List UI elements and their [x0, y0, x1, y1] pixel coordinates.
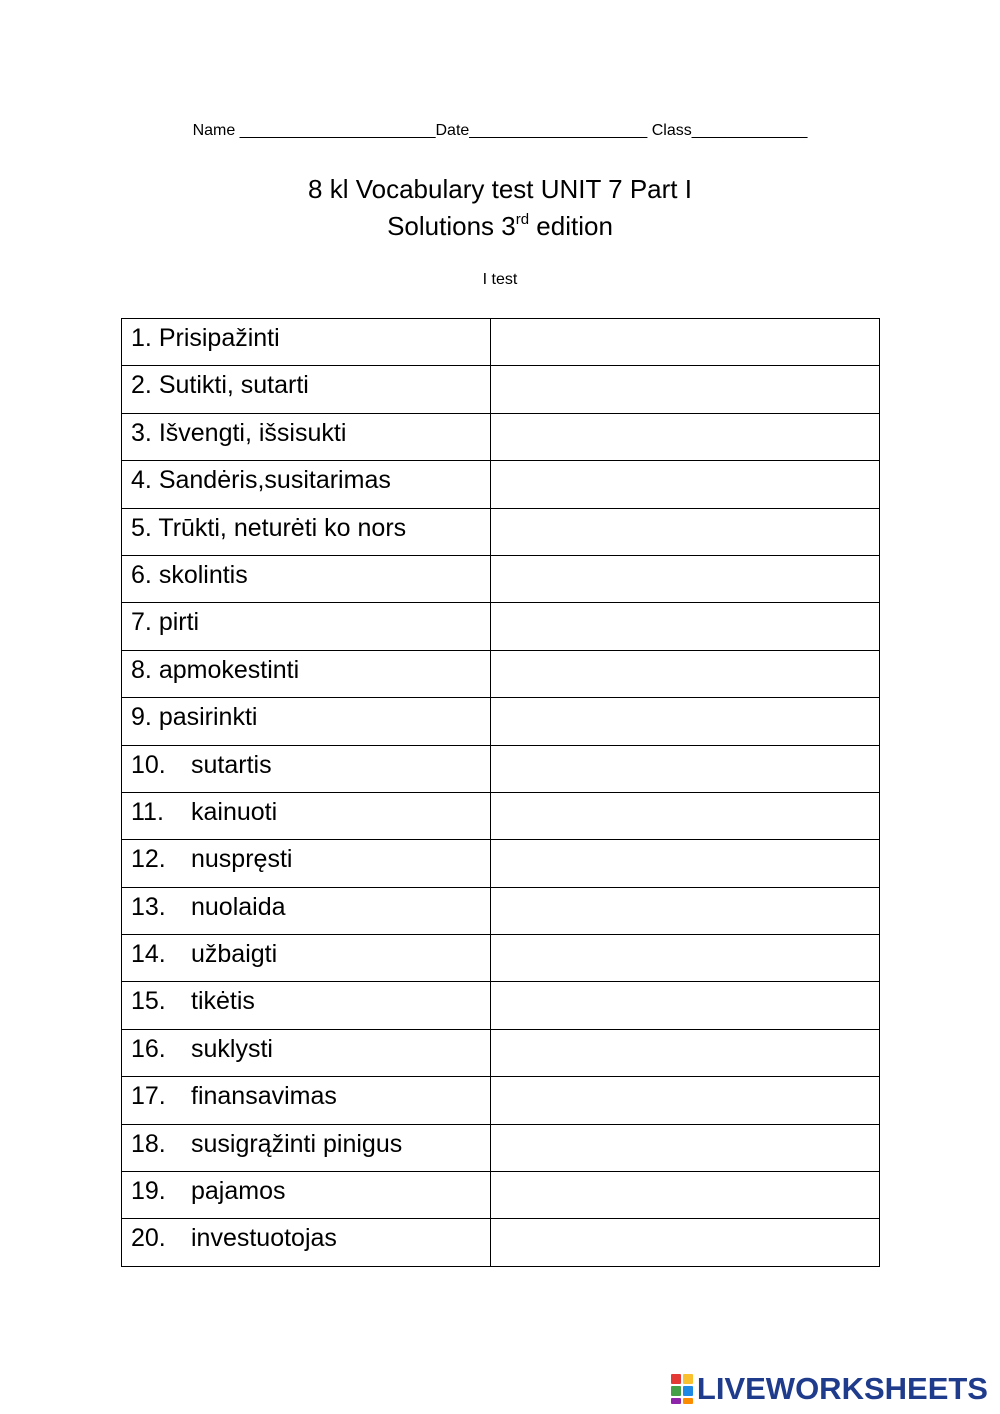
item-number: 17.	[131, 1082, 166, 1111]
answer-cell[interactable]	[491, 555, 880, 602]
item-term: pajamos	[191, 1177, 286, 1206]
test-title: 8 kl Vocabulary test UNIT 7 Part I	[308, 174, 692, 204]
brand-text: LIVEWORKSHEETS	[696, 1371, 988, 1406]
answer-cell[interactable]	[491, 461, 880, 508]
student-info-line	[0, 122, 1000, 140]
item-term: finansavimas	[191, 1082, 337, 1111]
answer-cell[interactable]	[491, 413, 880, 460]
answer-cell[interactable]	[491, 1172, 880, 1219]
term-cell	[122, 461, 491, 508]
term-cell	[122, 319, 491, 366]
item-term: nuspręsti	[191, 845, 293, 874]
edition-text: Solutions 3	[387, 211, 516, 241]
item-number: 8.	[131, 655, 152, 684]
term-cell	[122, 413, 491, 460]
item-term: investuotojas	[191, 1224, 337, 1253]
table-row	[122, 413, 880, 460]
table-row	[122, 650, 880, 697]
item-number: 11.	[131, 797, 164, 826]
name-label: Name	[192, 122, 236, 139]
answer-cell[interactable]	[491, 508, 880, 555]
item-term: apmokestinti	[158, 655, 300, 684]
term-cell	[122, 603, 491, 650]
table-row	[122, 1124, 880, 1171]
answer-cell[interactable]	[491, 650, 880, 697]
table-row	[122, 1029, 880, 1076]
term-cell	[122, 887, 491, 934]
term-cell	[122, 745, 491, 792]
table-row	[122, 366, 880, 413]
term-cell	[122, 1219, 491, 1266]
class-label: Class	[651, 122, 692, 139]
date-blank[interactable]: ____________________	[469, 122, 648, 139]
table-row	[122, 319, 880, 366]
item-term: skolintis	[158, 560, 248, 589]
item-term: suklysti	[191, 1034, 273, 1063]
table-row	[122, 461, 880, 508]
table-row	[122, 1077, 880, 1124]
item-number: 18.	[131, 1129, 166, 1158]
test-edition	[0, 211, 1000, 242]
answer-cell[interactable]	[491, 1219, 880, 1266]
item-number: 20.	[131, 1224, 166, 1253]
item-number: 4.	[131, 466, 152, 495]
item-number: 7.	[131, 608, 152, 637]
answer-cell[interactable]	[491, 1077, 880, 1124]
term-cell	[122, 935, 491, 982]
term-cell	[122, 1172, 491, 1219]
item-number: 1.	[131, 324, 152, 352]
table-row	[122, 1172, 880, 1219]
item-term: tikėtis	[191, 987, 255, 1016]
item-number: 19.	[131, 1177, 166, 1206]
answer-cell[interactable]	[491, 840, 880, 887]
item-term: Trūkti, neturėti ko nors	[158, 513, 407, 542]
item-term: Sutikti, sutarti	[158, 371, 309, 400]
test-variant: I test	[482, 271, 518, 288]
item-number: 12.	[131, 845, 166, 874]
table-row	[122, 935, 880, 982]
item-number: 9.	[131, 703, 152, 732]
term-cell	[122, 1077, 491, 1124]
table-row	[122, 840, 880, 887]
item-term: sutartis	[191, 750, 272, 779]
table-row	[122, 508, 880, 555]
class-blank[interactable]: _____________	[691, 122, 808, 139]
table-row	[122, 603, 880, 650]
answer-cell[interactable]	[491, 698, 880, 745]
answer-cell[interactable]	[491, 887, 880, 934]
logo-square	[671, 1398, 681, 1404]
liveworksheets-brand	[671, 1373, 988, 1405]
table-row	[122, 555, 880, 602]
table-row	[122, 982, 880, 1029]
answer-cell[interactable]	[491, 1124, 880, 1171]
item-term: nuolaida	[191, 892, 286, 921]
item-number: 13.	[131, 892, 166, 921]
table-row	[122, 887, 880, 934]
answer-cell[interactable]	[491, 1029, 880, 1076]
edition-suffix: edition	[529, 211, 613, 241]
item-number: 15.	[131, 987, 166, 1016]
term-cell	[122, 508, 491, 555]
edition-superscript: rd	[515, 211, 530, 228]
term-cell	[122, 1124, 491, 1171]
logo-square	[683, 1386, 693, 1396]
term-cell	[122, 650, 491, 697]
answer-cell[interactable]	[491, 603, 880, 650]
date-label: Date	[435, 122, 470, 139]
item-term: pirti	[158, 608, 200, 637]
logo-square	[683, 1374, 693, 1384]
answer-cell[interactable]	[491, 319, 880, 366]
item-number: 6.	[131, 560, 152, 589]
liveworksheets-logo-icon	[671, 1374, 693, 1404]
term-cell	[122, 698, 491, 745]
item-term: Prisipažinti	[158, 324, 280, 352]
answer-cell[interactable]	[491, 366, 880, 413]
item-number: 14.	[131, 940, 166, 969]
item-term: Sandėris,susitarimas	[158, 466, 391, 495]
table-row	[122, 1219, 880, 1266]
item-number: 5.	[131, 513, 152, 542]
table-row	[122, 745, 880, 792]
table-row	[122, 698, 880, 745]
term-cell	[122, 982, 491, 1029]
table-row	[122, 792, 880, 839]
item-number: 2.	[131, 371, 152, 400]
name-blank[interactable]: ______________________	[239, 122, 436, 139]
term-cell	[122, 840, 491, 887]
item-number: 3.	[131, 418, 152, 447]
item-number: 10.	[131, 750, 166, 779]
item-number: 16.	[131, 1034, 166, 1063]
logo-square	[683, 1398, 693, 1404]
item-term: užbaigti	[191, 940, 278, 969]
answer-cell[interactable]	[491, 982, 880, 1029]
item-term: susigrąžinti pinigus	[191, 1129, 403, 1158]
item-term: Išvengti, išsisukti	[158, 418, 347, 447]
answer-cell[interactable]	[491, 935, 880, 982]
logo-square	[671, 1374, 681, 1384]
term-cell	[122, 555, 491, 602]
answer-cell[interactable]	[491, 745, 880, 792]
term-cell	[122, 1029, 491, 1076]
item-term: kainuoti	[191, 797, 278, 826]
item-term: pasirinkti	[158, 703, 258, 732]
logo-square	[671, 1386, 681, 1396]
term-cell	[122, 366, 491, 413]
answer-cell[interactable]	[491, 792, 880, 839]
term-cell	[122, 792, 491, 839]
vocabulary-table	[121, 318, 880, 1267]
